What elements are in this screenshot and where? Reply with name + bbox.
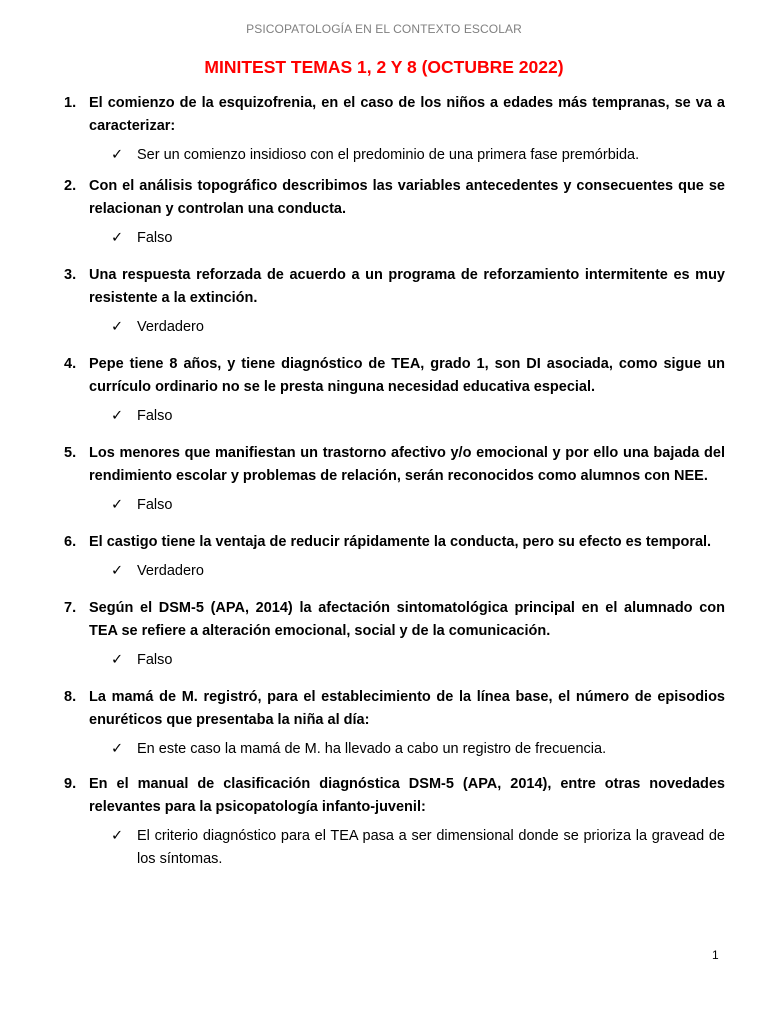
answer: [111, 405, 725, 428]
answer: [111, 738, 725, 761]
answer-text: El criterio diagnóstico para el TEA pasa a ser dimensional donde se prioriza la gravead de los síntomas.: [137, 828, 725, 867]
checkmark-icon: ✓: [111, 828, 124, 844]
checkmark-icon: ✓: [111, 408, 124, 424]
question-item: [64, 175, 725, 250]
question-item: [64, 442, 725, 517]
question-text: Los menores que manifiestan un trastorno afectivo y/o emocional y por ello una bajada del rendimiento escolar y problemas de relación, serán reconocidos como alumnos con NEE.: [89, 445, 725, 484]
question-text: El comienzo de la esquizofrenia, en el caso de los niños a edades más tempranas, se va a caracterizar:: [89, 95, 725, 134]
question-item: [64, 597, 725, 672]
answer-text: Falso: [137, 230, 173, 246]
question-number: 6.: [64, 534, 77, 550]
question-list: [64, 92, 725, 871]
checkmark-icon: ✓: [111, 230, 124, 246]
answer-text: Falso: [137, 652, 173, 668]
question-number: 3.: [64, 267, 77, 283]
answer-text: Verdadero: [137, 563, 204, 579]
answer-text: Falso: [137, 408, 173, 424]
answer-text: En este caso la mamá de M. ha llevado a cabo un registro de frecuencia.: [137, 741, 607, 757]
question-text: La mamá de M. registró, para el establecimiento de la línea base, el número de episodios enuréticos que presentaba la niña al día:: [89, 689, 725, 728]
question-item: [64, 773, 725, 871]
question-number: 8.: [64, 689, 77, 705]
question-text: Pepe tiene 8 años, y tiene diagnóstico de TEA, grado 1, son DI asociada, como sigue un currículo ordinario no se le presta ninguna necesidad educativa especial.: [89, 356, 725, 395]
question-item: [64, 686, 725, 761]
checkmark-icon: ✓: [111, 147, 124, 163]
page-header: PSICOPATOLOGÍA EN EL CONTEXTO ESCOLAR: [246, 22, 522, 36]
answer-text: Verdadero: [137, 319, 204, 335]
question-text: El castigo tiene la ventaja de reducir rápidamente la conducta, pero su efecto es temporal.: [89, 534, 712, 550]
answer: [111, 227, 725, 250]
question-text: En el manual de clasificación diagnóstica DSM-5 (APA, 2014), entre otras novedades relevantes para la psicopatología infanto-juvenil:: [89, 776, 725, 815]
question-item: [64, 264, 725, 339]
question-item: [64, 531, 725, 583]
question-text: Una respuesta reforzada de acuerdo a un programa de reforzamiento intermitente es muy resistente a la extinción.: [89, 267, 725, 306]
question-number: 9.: [64, 776, 77, 792]
answer: [111, 494, 725, 517]
document-title: MINITEST TEMAS 1, 2 Y 8 (OCTUBRE 2022): [204, 57, 564, 77]
answer: [111, 825, 725, 871]
answer: [111, 560, 725, 583]
question-item: [64, 92, 725, 167]
question-text: Con el análisis topográfico describimos las variables antecedentes y consecuentes que se relacionan y controlan una conducta.: [89, 178, 725, 217]
question-text: Según el DSM-5 (APA, 2014) la afectación sintomatológica principal en el alumnado con TEA se refiere a alteración emocional, social y de la comunicación.: [89, 600, 725, 639]
answer: [111, 649, 725, 672]
answer-text: Falso: [137, 497, 173, 513]
question-item: [64, 353, 725, 428]
question-number: 4.: [64, 356, 77, 372]
checkmark-icon: ✓: [111, 563, 124, 579]
answer-text: Ser un comienzo insidioso con el predominio de una primera fase premórbida.: [137, 147, 640, 163]
question-number: 7.: [64, 600, 77, 616]
question-number: 5.: [64, 445, 77, 461]
checkmark-icon: ✓: [111, 652, 124, 668]
page-number: 1: [712, 948, 719, 962]
question-number: 2.: [64, 178, 77, 194]
question-number: 1.: [64, 95, 77, 111]
checkmark-icon: ✓: [111, 741, 124, 757]
checkmark-icon: ✓: [111, 497, 124, 513]
answer: [111, 316, 725, 339]
answer: [111, 144, 725, 167]
checkmark-icon: ✓: [111, 319, 124, 335]
